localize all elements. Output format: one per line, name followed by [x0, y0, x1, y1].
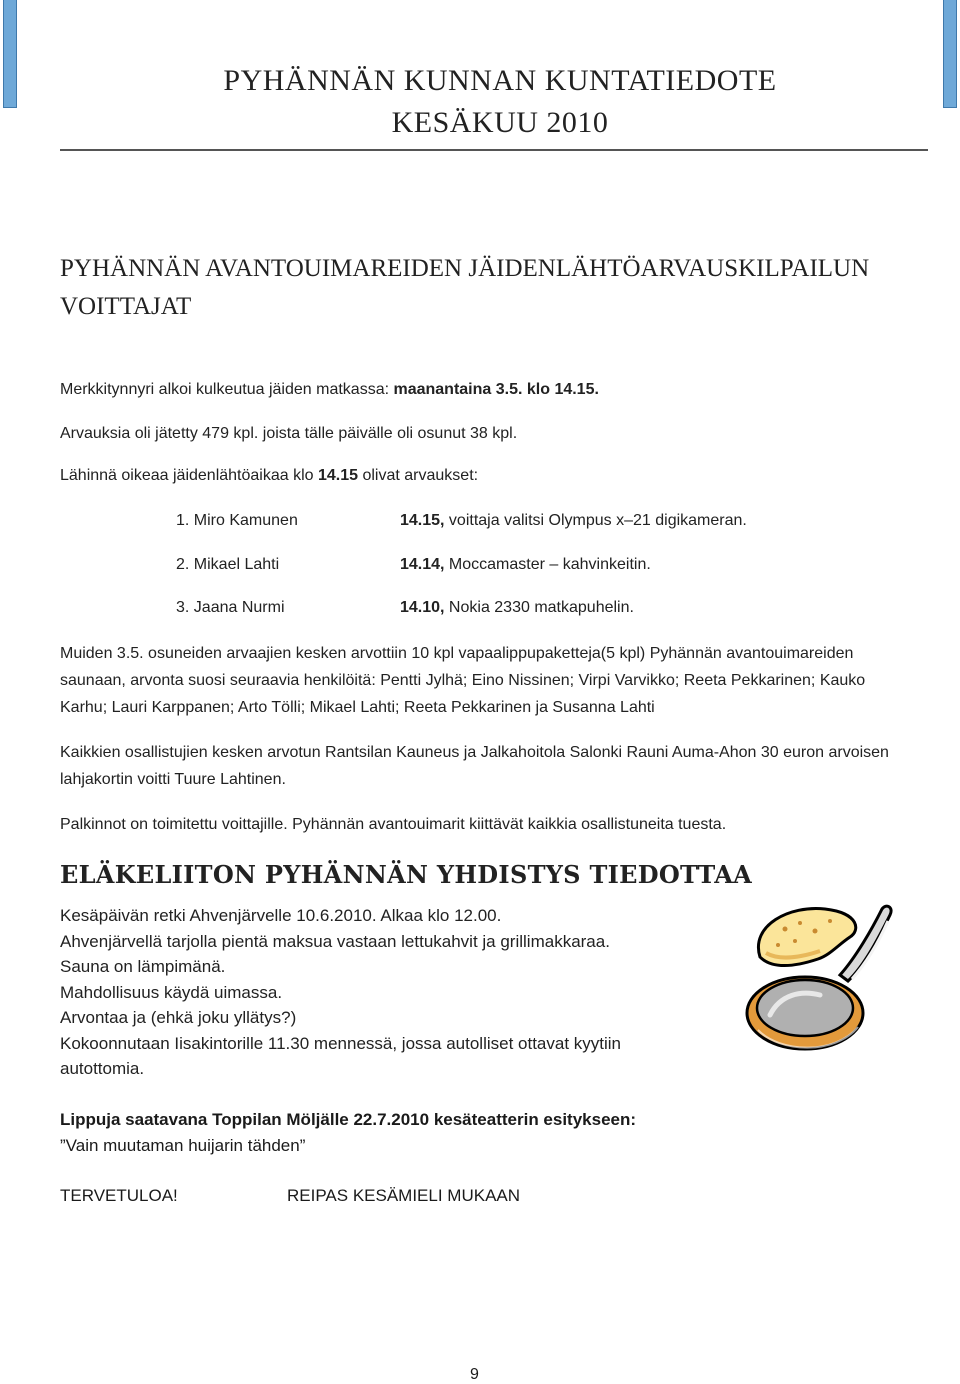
left-border-bar [3, 0, 17, 108]
contest-line-2: Arvauksia oli jätetty 479 kpl. joista tälle päivälle oli osunut 38 kpl. [60, 425, 518, 442]
announcement-line: Kesäpäivän retki Ahvenjärvelle 10.6.2010. Alkaa klo 12.00. [60, 906, 502, 925]
winner-3-prize: 14.10, Nokia 2330 matkapuhelin. [400, 599, 634, 616]
masthead-title: PYHÄNNÄN KUNNAN KUNTATIEDOTE [223, 64, 777, 97]
announcement-line: autottomia. [60, 1059, 145, 1078]
right-border-bar [943, 0, 957, 108]
contest-title: PYHÄNNÄN AVANTOUIMAREIDEN JÄIDENLÄHTÖARVAUSKILPAILUN VOITTAJAT [60, 255, 870, 320]
header-divider [60, 149, 928, 151]
announcement-line: Kokoonnutaan Iisakintorille 11.30 mennessä, jossa autolliset ottavat kyytiin [60, 1033, 622, 1053]
other-winners-paragraph: Muiden 3.5. osuneiden arvaajien kesken arvottiin 10 kpl vapaalippupaketteja(5 kpl) Pyhännän avantouimareiden saunaan, arvonta suosi seuraavia henkilöitä: Pentti Jylhä; Eino Nissinen; Virpi Varvikko; Reeta Pekkarinen; Kauko Karhu; Lauri Karppanen; Arto Tölli; Mikael Lahti; Reeta Pekkarinen ja Susanna Lahti [60, 645, 866, 716]
winner-3-name: 3. Jaana Nurmi [176, 599, 285, 616]
elakeliitto-announcement [60, 903, 740, 1082]
announcement-line: Arvontaa ja (ehkä joku yllätys?) [60, 1008, 297, 1027]
winner-1-name: 1. Miro Kamunen [176, 512, 298, 529]
welcome-text: TERVETULOA! [60, 1186, 178, 1205]
announcement-line: Mahdollisuus käydä uimassa. [60, 982, 283, 1002]
pancake-pan-icon [740, 895, 900, 1065]
winner-2-name: 2. Mikael Lahti [176, 556, 280, 573]
winner-2-prize: 14.14, Moccamaster – kahvinkeitin. [400, 556, 651, 573]
play-title: ”Vain muutaman huijarin tähden” [60, 1136, 306, 1155]
page-number: 9 [470, 1366, 479, 1383]
winner-1-prize: 14.15, voittaja valitsi Olympus x–21 digikameran. [400, 512, 747, 529]
contest-line-1: Merkkitynnyri alkoi kulkeutua jäiden matkassa: maanantaina 3.5. klo 14.15. [60, 381, 599, 398]
announcement-line: Ahvenjärvellä tarjolla pientä maksua vastaan lettukahvit ja grillimakkaraa. [60, 931, 610, 951]
contest-line-3: Lähinnä oikeaa jäidenlähtöaikaa klo 14.15 olivat arvaukset: [60, 467, 479, 484]
announcement-line: Sauna on lämpimänä. [60, 957, 226, 976]
masthead-date: KESÄKUU 2010 [391, 106, 609, 139]
prizes-delivered-paragraph: Palkinnot on toimitettu voittajille. Pyhännän avantouimarit kiittävät kaikkia osallistuneita tuesta. [60, 816, 727, 833]
gift-card-paragraph: Kaikkien osallistujien kesken arvotun Rantsilan Kauneus ja Jalkahoitola Salonki Rauni Auma-Ahon 30 euron arvoisen lahjakortin voitti Tuure Lahtinen. [60, 744, 889, 788]
slogan-text: REIPAS KESÄMIELI MUKAAN [287, 1186, 521, 1205]
elakeliitto-title: ELÄKELIITON PYHÄNNÄN YHDISTYS TIEDOTTAA [60, 860, 753, 889]
tickets-line: Lippuja saatavana Toppilan Möljälle 22.7.2010 kesäteatterin esitykseen: [60, 1110, 637, 1129]
